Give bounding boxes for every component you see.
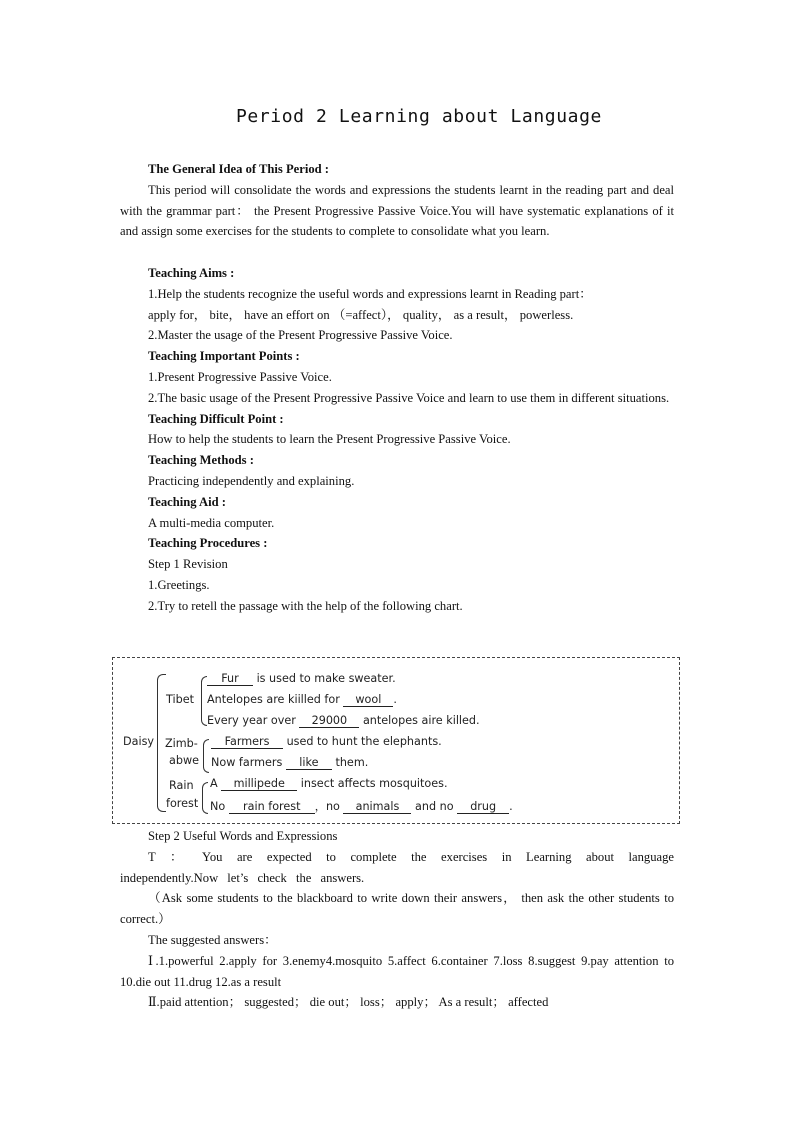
step1-label: Step 1 Revision [148, 557, 228, 572]
zimbabwe-label-1: Zimb- [165, 737, 198, 750]
tibet-line-1-text: is used to make sweater. [256, 672, 396, 685]
important-item-1: 1.Present Progressive Passive Voice. [148, 369, 332, 384]
aims-item-2: 2.Master the usage of the Present Progressive Passive Voice. [148, 328, 453, 343]
teacher-line: T ： You are expected to complete the exercises in Learning about language independently.Now let’s check the answers. [120, 849, 674, 885]
rainforest-line-2 [210, 798, 513, 814]
answers-part-2: Ⅱ.paid attention； suggested； die out； loss； apply； As a result； affected [148, 995, 549, 1010]
blank-fur: Fur [207, 672, 253, 686]
zimbabwe-line-2-text: Now farmers [211, 756, 283, 769]
blank-like: like [286, 756, 332, 770]
tibet-line-2-end: . [393, 693, 397, 706]
rainforest-line-1 [210, 777, 448, 791]
tibet-line-2 [207, 693, 397, 707]
difficult-text: How to help the students to learn the Present Progressive Passive Voice. [148, 432, 511, 447]
methods-heading: Teaching Methods : [148, 453, 254, 468]
zimbabwe-line-1 [211, 735, 442, 749]
rainforest-line-2-mid-1: ，no [314, 800, 340, 813]
ask-students: （Ask some students to the blackboard to write down their answers， then ask the other students to correct.） [120, 891, 674, 927]
tibet-label: Tibet [166, 693, 194, 706]
answers-part-1: Ⅰ.1.powerful 2.apply for 3.enemy4.mosquito 5.affect 6.container 7.loss 8.suggest 9.pay attention to 10.die out 11.drug 12.as a result [120, 953, 674, 989]
blank-drug: drug [457, 800, 509, 814]
rainforest-line-2-text: No [210, 800, 226, 813]
rainforest-label-1: Rain [169, 779, 194, 792]
retell-chart [112, 657, 680, 824]
blank-millipede: millipede [221, 777, 297, 791]
blank-farmers: Farmers [211, 735, 283, 749]
zimbabwe-brace [203, 739, 209, 773]
step2-heading: Step 2 Useful Words and Expressions [148, 829, 338, 843]
difficult-heading: Teaching Difficult Point : [148, 411, 284, 426]
aid-text: A multi-media computer. [148, 515, 275, 530]
rainforest-line-2-mid-2: and no [415, 800, 454, 813]
tibet-line-3-text: Every year over [207, 714, 296, 727]
important-heading: Teaching Important Points : [148, 349, 300, 364]
procedures-heading: Teaching Procedures : [148, 536, 268, 551]
chart-root-label: Daisy [123, 735, 155, 748]
blank-animals: animals [343, 800, 411, 814]
important-item-2: 2.The basic usage of the Present Progressive Passive Voice and learn to use them in different situations. [148, 390, 670, 405]
rainforest-brace [202, 782, 208, 814]
aims-item-1b: apply for， bite， have an effort on （=affect）， quality， as a result， powerless. [148, 307, 574, 322]
aims-item-1: 1.Help the students recognize the useful words and expressions learnt in Reading part： [148, 286, 592, 301]
zimbabwe-line-2 [211, 756, 368, 770]
aid-heading: Teaching Aid : [148, 494, 226, 509]
greetings: 1.Greetings. [148, 577, 210, 592]
tibet-line-3 [207, 714, 480, 728]
blank-rain-forest: rain forest [229, 800, 315, 814]
rainforest-line-2-end: . [509, 800, 513, 813]
general-heading: The General Idea of This Period : [148, 162, 329, 176]
zimbabwe-line-1-text: used to hunt the elephants. [286, 735, 442, 748]
aims-heading: Teaching Aims : [148, 265, 235, 280]
tibet-line-1 [207, 672, 396, 686]
rainforest-line-1-text: A [210, 777, 218, 790]
rainforest-line-1-end: insect affects mosquitoes. [300, 777, 448, 790]
suggested-heading: The suggested answers： [148, 932, 277, 947]
rainforest-label-2: forest [166, 797, 199, 810]
blank-wool: wool [343, 693, 393, 707]
zimbabwe-label-2: abwe [169, 754, 199, 767]
upper-content [120, 159, 674, 617]
blank-29000: 29000 [299, 714, 359, 728]
lower-content [120, 826, 674, 1013]
tibet-line-2-text: Antelopes are kiilled for [207, 693, 340, 706]
page-title: Period 2 Learning about Language [236, 106, 602, 127]
zimbabwe-line-2-end: them. [335, 756, 369, 769]
methods-text: Practicing independently and explaining. [148, 473, 355, 488]
general-text: This period will consolidate the words and expressions the students learnt in the reading part and deal with the grammar part： the Present Progressive Passive Voice.You will have systematic explanations of it and assign some exercises for the students to complete to consolidate what you learn. [120, 182, 674, 239]
retell-instruction: 2.Try to retell the passage with the help of the following chart. [148, 598, 463, 613]
tibet-line-3-end: antelopes aire killed. [362, 714, 480, 727]
